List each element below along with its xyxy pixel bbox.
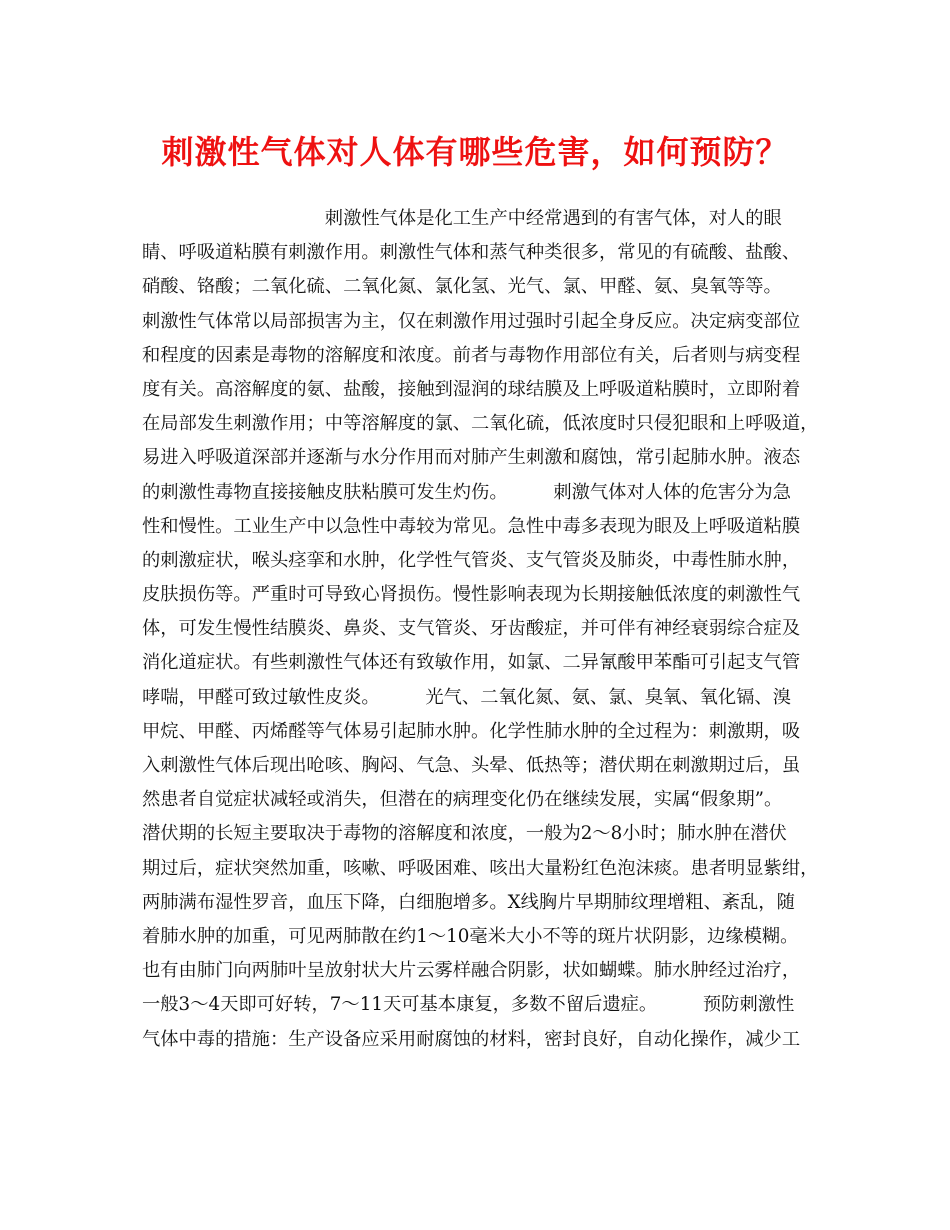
body-line: 哮喘，甲醛可致过敏性皮炎。 光气、二氧化氮、氨、氯、臭氧、氧化镉、溴: [142, 686, 791, 708]
body-line: 甲烷、甲醛、丙烯醛等气体易引起肺水肿。化学性肺水肿的全过程为：刺激期，吸: [142, 720, 801, 742]
body-line: 皮肤损伤等。严重时可导致心肾损伤。慢性影响表现为长期接触低浓度的刺激性气: [142, 584, 801, 606]
body-line: 睛、呼吸道粘膜有刺激作用。刺激性气体和蒸气种类很多，常见的有硫酸、盐酸、: [142, 242, 801, 264]
body-line: 着肺水肿的加重，可见两肺散在约1～10毫米大小不等的斑片状阴影，边缘模糊。: [142, 925, 799, 947]
body-line: 易进入呼吸道深部并逐渐与水分作用而对肺产生刺激和腐蚀，常引起肺水肿。液态: [142, 447, 801, 469]
body-line: 度有关。高溶解度的氨、盐酸，接触到湿润的球结膜及上呼吸道粘膜时，立即附着: [142, 378, 801, 400]
body-line: 在局部发生刺激作用；中等溶解度的氯、二氧化硫，低浓度时只侵犯眼和上呼吸道，: [142, 413, 819, 435]
body-line: 一般3～4天即可好转，7～11天可基本康复，多数不留后遗症。 预防刺激性: [142, 994, 795, 1016]
body-line: 刺激性气体常以局部损害为主，仅在刺激作用过强时引起全身反应。决定病变部位: [142, 310, 801, 332]
body-line: 期过后，症状突然加重，咳嗽、呼吸困难、咳出大量粉红色泡沫痰。患者明显紫绀，: [142, 857, 819, 879]
body-line: 气体中毒的措施：生产设备应采用耐腐蚀的材料，密封良好，自动化操作，减少工: [142, 1028, 801, 1050]
body-line: 两肺满布湿性罗音，血压下降，白细胞增多。X线胸片早期肺纹理增粗、紊乱，随: [142, 891, 795, 913]
body-line: 的刺激性毒物直接接触皮肤粘膜可发生灼伤。 刺激气体对人体的危害分为急: [142, 481, 791, 503]
body-line: 性和慢性。工业生产中以急性中毒较为常见。急性中毒多表现为眼及上呼吸道粘膜: [142, 515, 801, 537]
body-line: 也有由肺门向两肺叶呈放射状大片云雾样融合阴影，状如蝴蝶。肺水肿经过治疗，: [142, 960, 801, 982]
body-line: 体，可发生慢性结膜炎、鼻炎、支气管炎、牙齿酸症，并可伴有神经衰弱综合症及: [142, 618, 801, 640]
body-line: 消化道症状。有些刺激性气体还有致敏作用，如氯、二异氰酸甲苯酯可引起支气管: [142, 652, 801, 674]
body-line: 和程度的因素是毒物的溶解度和浓度。前者与毒物作用部位有关，后者则与病变程: [142, 344, 801, 366]
body-line: 潜伏期的长短主要取决于毒物的溶解度和浓度，一般为2～8小时；肺水肿在潜伏: [142, 823, 787, 845]
body-line: 硝酸、铬酸；二氧化硫、二氧化氮、氯化氢、光气、氯、甲醛、氨、臭氧等等。: [142, 276, 782, 298]
document-title: 刺激性气体对人体有哪些危害，如何预防？: [161, 133, 789, 171]
body-line: 刺激性气体是化工生产中经常遇到的有害气体，对人的眼: [142, 208, 782, 229]
body-line: 的刺激症状，喉头痉挛和水肿，化学性气管炎、支气管炎及肺炎，中毒性肺水肿，: [142, 549, 801, 571]
body-line: 入刺激性气体后现出呛咳、胸闷、气急、头晕、低热等；潜伏期在刺激期过后，虽: [142, 755, 801, 776]
body-line: 然患者自觉症状减轻或消失，但潜在的病理变化仍在继续发展，实属“假象期”。: [142, 789, 783, 811]
document-body: [142, 202, 822, 1057]
